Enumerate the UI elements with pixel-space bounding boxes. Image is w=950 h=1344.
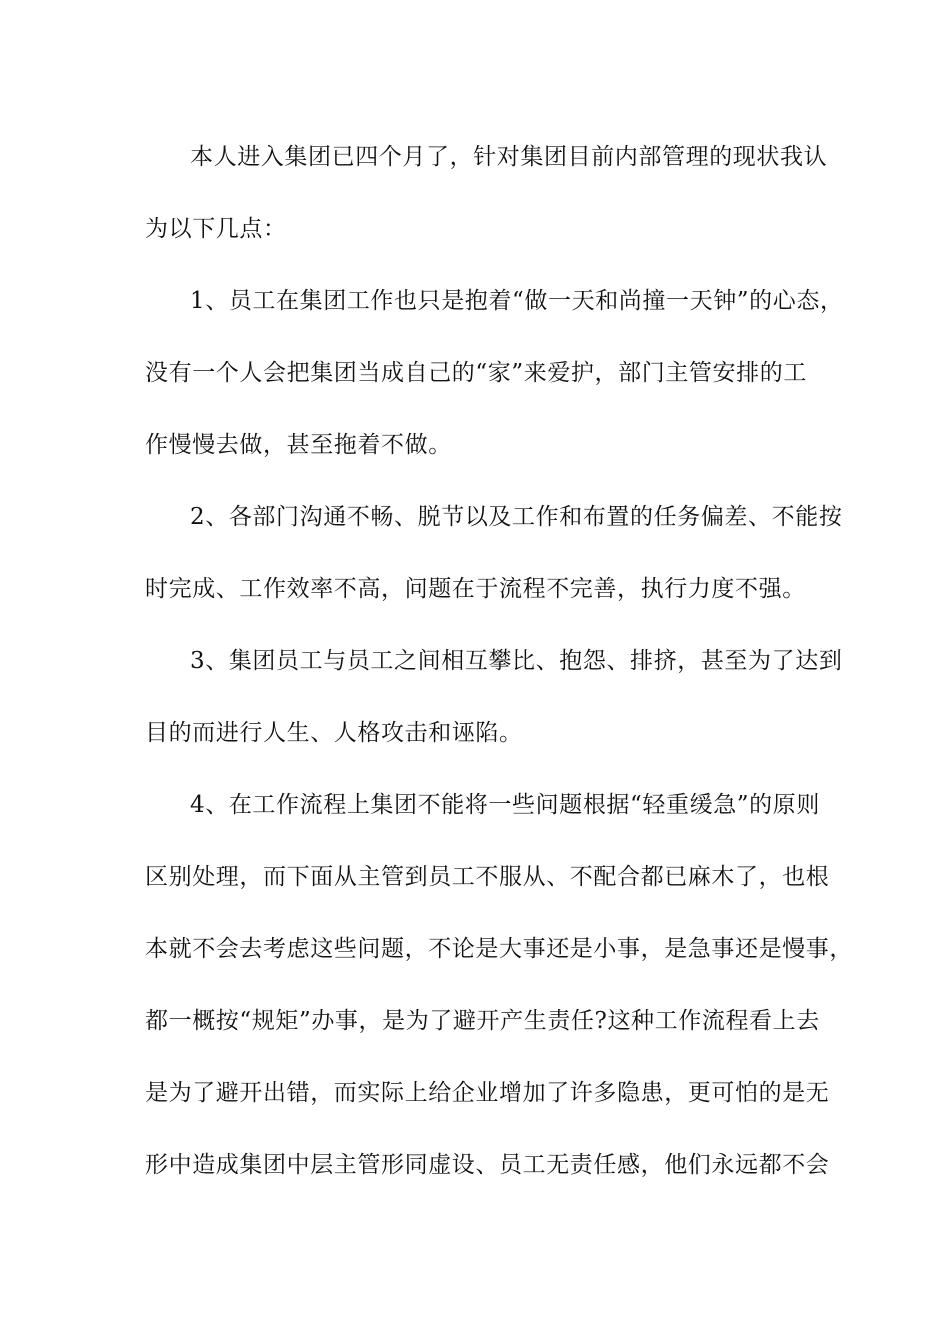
paragraph-point-4-line-3: 本就不会去考虑这些问题，不论是大事还是小事，是急事还是慢事， [145, 936, 853, 962]
paragraph-point-1-line-3: 作慢慢去做，甚至拖着不做。 [145, 432, 452, 458]
paragraph-point-4-line-6: 形中造成集团中层主管形同虚设、员工无责任感，他们永远都不会 [145, 1152, 830, 1178]
paragraph-intro-line-1: 本人进入集团已四个月了，针对集团目前内部管理的现状我认 [190, 144, 828, 170]
paragraph-intro-line-2: 为以下几点： [145, 216, 287, 242]
paragraph-point-3-line-2: 目的而进行人生、人格攻击和诬陷。 [145, 720, 523, 746]
paragraph-point-4-line-1: 4、在工作流程上集团不能将一些问题根据“轻重缓急”的原则 [190, 792, 820, 818]
paragraph-point-4-line-2: 区别处理，而下面从主管到员工不服从、不配合都已麻木了，也根 [145, 864, 830, 890]
paragraph-point-3-line-1: 3、集团员工与员工之间相互攀比、抱怨、排挤，甚至为了达到 [190, 648, 843, 674]
paragraph-point-4-line-4: 都一概按“规矩”办事，是为了避开产生责任?这种工作流程看上去 [145, 1008, 820, 1034]
paragraph-point-1-line-2: 没有一个人会把集团当成自己的“家”来爱护，部门主管安排的工 [145, 360, 807, 386]
paragraph-point-1-line-1: 1、员工在集团工作也只是抱着“做一天和尚撞一天钟”的心态， [190, 288, 844, 314]
paragraph-point-4-line-5: 是为了避开出错，而实际上给企业增加了许多隐患，更可怕的是无 [145, 1080, 830, 1106]
paragraph-point-2-line-1: 2、各部门沟通不畅、脱节以及工作和布置的任务偏差、不能按 [190, 504, 843, 530]
paragraph-point-2-line-2: 时完成、工作效率不高，问题在于流程不完善，执行力度不强。 [145, 576, 806, 602]
